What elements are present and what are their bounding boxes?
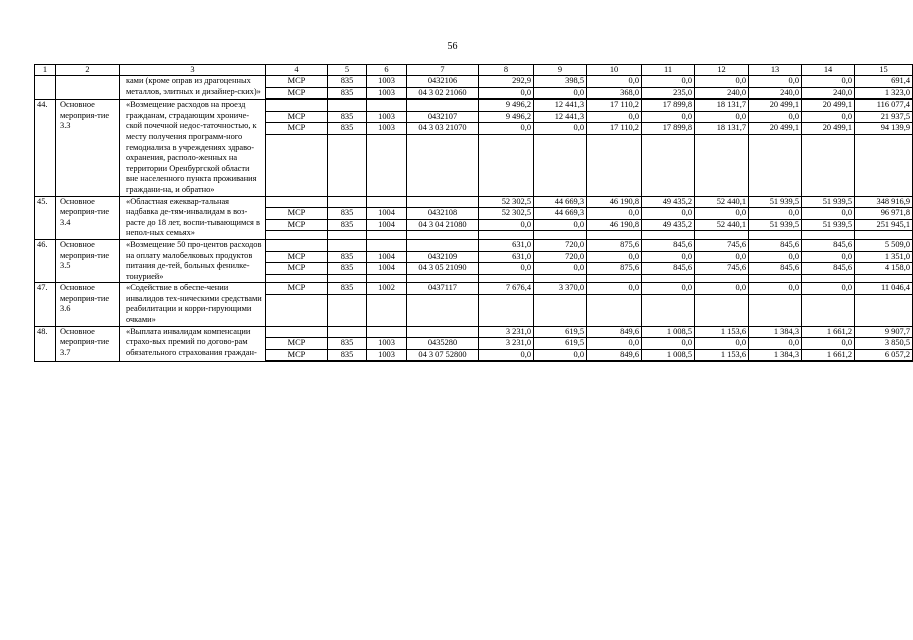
table-row [35, 283, 913, 295]
measure-description: «Возмещение расходов на проезд гражданам, страдающим хрониче-ской почечной недос-таточностью, к месту получения программ-ного гемодиализа в учреждениях здраво-охранения, располо-женных на территории Оренбургской области вне населенного пункта проживания граждани-на, и обратно» [120, 100, 266, 196]
empty-cell [328, 134, 367, 196]
table-cell: 619,5 [534, 338, 587, 350]
measure-name-cell: Основное мероприя-тие 3.6 [56, 283, 120, 326]
table-cell: 0,0 [695, 251, 749, 263]
empty-cell [695, 231, 749, 240]
table-cell: МСР [266, 87, 328, 99]
table-cell: 49 435,2 [642, 219, 695, 231]
table-cell: 0432106 [407, 76, 479, 88]
row-number-cell: 48. [35, 326, 56, 362]
table-cell: 0,0 [749, 111, 802, 123]
empty-cell [802, 134, 855, 196]
table-cell: 1 008,5 [642, 349, 695, 361]
total-cell: 875,6 [587, 239, 642, 251]
table-cell: 0432108 [407, 208, 479, 220]
empty-cell [266, 231, 328, 240]
row-number-cell: 46. [35, 239, 56, 282]
total-cell: 20 499,1 [802, 100, 855, 112]
table-cell: 1 661,2 [802, 349, 855, 361]
table-cell: 0,0 [749, 76, 802, 88]
empty-cell [587, 231, 642, 240]
table-cell: 0,0 [802, 111, 855, 123]
total-cell: 745,6 [695, 239, 749, 251]
table-cell: 0,0 [534, 349, 587, 361]
table-cell: 04 3 02 21060 [407, 87, 479, 99]
empty-cell [855, 361, 913, 362]
empty-cell [695, 134, 749, 196]
table-cell: 0,0 [695, 338, 749, 350]
empty-cell [266, 274, 328, 283]
table-cell: 0,0 [642, 76, 695, 88]
table-cell: 0437117 [407, 283, 479, 295]
table-cell: 0,0 [587, 208, 642, 220]
table-cell: 1003 [367, 87, 407, 99]
empty-cell [407, 239, 479, 251]
table-cell: МСР [266, 219, 328, 231]
table-cell: 1004 [367, 219, 407, 231]
table-cell: 235,0 [642, 87, 695, 99]
header-cell: 6 [367, 65, 407, 76]
table-cell: 240,0 [695, 87, 749, 99]
total-cell: 12 441,3 [534, 100, 587, 112]
header-cell: 3 [120, 65, 266, 76]
table-cell: 0,0 [642, 208, 695, 220]
header-cell: 10 [587, 65, 642, 76]
empty-cell [367, 239, 407, 251]
empty-cell [587, 294, 642, 326]
table-cell: 0,0 [695, 76, 749, 88]
total-cell: 51 939,5 [802, 196, 855, 208]
table-cell: 96 971,8 [855, 208, 913, 220]
table-cell: 845,6 [642, 263, 695, 275]
empty-cell [328, 100, 367, 112]
total-cell: 348 916,9 [855, 196, 913, 208]
empty-cell [407, 326, 479, 338]
empty-cell [328, 231, 367, 240]
table-cell: 1003 [367, 123, 407, 135]
header-cell: 7 [407, 65, 479, 76]
empty-cell [367, 294, 407, 326]
table-cell: 04 3 04 21080 [407, 219, 479, 231]
table-cell: МСР [266, 123, 328, 135]
header-cell: 13 [749, 65, 802, 76]
empty-cell [695, 294, 749, 326]
empty-cell [479, 294, 534, 326]
table-cell: 12 441,3 [534, 111, 587, 123]
table-cell: 1 323,0 [855, 87, 913, 99]
empty-cell [328, 361, 367, 362]
total-cell: 631,0 [479, 239, 534, 251]
table-cell: 0,0 [534, 123, 587, 135]
total-cell: 52 440,1 [695, 196, 749, 208]
row-number-cell: 45. [35, 196, 56, 239]
table-cell: 0,0 [749, 338, 802, 350]
total-row [35, 239, 913, 251]
table-cell: 20 499,1 [749, 123, 802, 135]
empty-cell [407, 100, 479, 112]
total-cell: 619,5 [534, 326, 587, 338]
total-cell: 1 384,3 [749, 326, 802, 338]
empty-cell [266, 100, 328, 112]
empty-cell [367, 231, 407, 240]
table-cell: 0432107 [407, 111, 479, 123]
table-cell: 368,0 [587, 87, 642, 99]
total-cell: 44 669,3 [534, 196, 587, 208]
empty-cell [534, 361, 587, 362]
table-cell: 0,0 [695, 283, 749, 295]
table-cell: 0,0 [642, 111, 695, 123]
empty-cell [367, 100, 407, 112]
table-cell: 0,0 [802, 338, 855, 350]
table-cell: 3 850,5 [855, 338, 913, 350]
row-number-cell: 44. [35, 100, 56, 196]
empty-cell [407, 274, 479, 283]
total-cell: 18 131,7 [695, 100, 749, 112]
table-cell: 44 669,3 [534, 208, 587, 220]
table-cell: 0,0 [802, 208, 855, 220]
empty-cell [328, 196, 367, 208]
empty-cell [587, 134, 642, 196]
table-cell: 745,6 [695, 263, 749, 275]
empty-cell [749, 294, 802, 326]
header-cell: 12 [695, 65, 749, 76]
table-cell: 0,0 [587, 76, 642, 88]
total-cell: 845,6 [642, 239, 695, 251]
table-cell: 0,0 [642, 283, 695, 295]
header-row [35, 65, 913, 76]
measure-description: ками (кроме оправ из драгоценных металлов, элитных и дизайнер-ских)» [120, 76, 266, 100]
empty-cell [534, 134, 587, 196]
empty-cell [695, 361, 749, 362]
table-cell: 0,0 [479, 123, 534, 135]
table-cell: 0432109 [407, 251, 479, 263]
empty-cell [587, 274, 642, 283]
empty-cell [749, 231, 802, 240]
table-cell: 46 190,8 [587, 219, 642, 231]
table-cell: 0,0 [587, 283, 642, 295]
empty-cell [695, 274, 749, 283]
empty-cell [367, 361, 407, 362]
table-cell: 0,0 [642, 338, 695, 350]
header-cell: 4 [266, 65, 328, 76]
table-cell: 0,0 [802, 251, 855, 263]
total-cell: 46 190,8 [587, 196, 642, 208]
table-cell: МСР [266, 208, 328, 220]
measure-name-cell: Основное мероприя-тие 3.4 [56, 196, 120, 239]
table-cell: 0,0 [534, 263, 587, 275]
empty-cell [328, 239, 367, 251]
empty-cell [534, 274, 587, 283]
table-cell: 398,5 [534, 76, 587, 88]
total-cell: 49 435,2 [642, 196, 695, 208]
total-row [35, 100, 913, 112]
table-cell: 0,0 [479, 263, 534, 275]
table-cell: 835 [328, 76, 367, 88]
table-cell: 04 3 03 21070 [407, 123, 479, 135]
header-cell: 11 [642, 65, 695, 76]
measure-name-cell: Основное мероприя-тие 3.7 [56, 326, 120, 362]
table-cell: 11 046,4 [855, 283, 913, 295]
table-cell: 835 [328, 263, 367, 275]
table-cell: 631,0 [479, 251, 534, 263]
empty-cell [855, 294, 913, 326]
measure-description: «Областная ежеквар-тальная надбавка де-тям-инвалидам в воз-расте до 18 лет, воспи-тывающимся в непол-ных семьях» [120, 196, 266, 239]
table-cell: 0,0 [802, 283, 855, 295]
table-cell: 875,6 [587, 263, 642, 275]
table-cell: 04 3 05 21090 [407, 263, 479, 275]
table-cell: 845,6 [802, 263, 855, 275]
table-cell: 51 939,5 [749, 219, 802, 231]
total-cell: 17 899,8 [642, 100, 695, 112]
header-cell: 15 [855, 65, 913, 76]
total-cell: 9 907,7 [855, 326, 913, 338]
empty-cell [266, 326, 328, 338]
table-cell: 0,0 [749, 283, 802, 295]
page-number: 56 [447, 41, 458, 52]
empty-cell [266, 239, 328, 251]
header-cell: 5 [328, 65, 367, 76]
table-body [35, 76, 913, 362]
empty-cell [802, 231, 855, 240]
table-cell: 0,0 [534, 87, 587, 99]
table-cell: 691,4 [855, 76, 913, 88]
empty-cell [367, 196, 407, 208]
table-cell: 9 496,2 [479, 111, 534, 123]
total-cell: 9 496,2 [479, 100, 534, 112]
table-cell: 52 440,1 [695, 219, 749, 231]
table-cell: 0,0 [587, 251, 642, 263]
total-cell: 1 008,5 [642, 326, 695, 338]
table-cell: МСР [266, 349, 328, 361]
empty-cell [367, 326, 407, 338]
header-cell: 14 [802, 65, 855, 76]
total-cell: 1 153,6 [695, 326, 749, 338]
table-cell: 1 384,3 [749, 349, 802, 361]
header-cell: 8 [479, 65, 534, 76]
table-cell: 0,0 [695, 111, 749, 123]
empty-cell [407, 361, 479, 362]
table-cell: 292,9 [479, 76, 534, 88]
empty-cell [367, 134, 407, 196]
table-cell: 835 [328, 87, 367, 99]
table-cell: 3 231,0 [479, 338, 534, 350]
table-cell: 20 499,1 [802, 123, 855, 135]
table-cell: 0,0 [479, 219, 534, 231]
empty-cell [534, 294, 587, 326]
empty-cell [855, 134, 913, 196]
table-cell: 835 [328, 283, 367, 295]
table-cell: 1002 [367, 283, 407, 295]
table-cell: МСР [266, 263, 328, 275]
table-cell: МСР [266, 111, 328, 123]
header-cell: 9 [534, 65, 587, 76]
table-cell: 835 [328, 349, 367, 361]
table-cell: 17 110,2 [587, 123, 642, 135]
empty-cell [479, 134, 534, 196]
total-cell: 845,6 [802, 239, 855, 251]
total-row [35, 326, 913, 338]
empty-cell [749, 134, 802, 196]
table-cell: 835 [328, 251, 367, 263]
row-number-cell [35, 76, 56, 100]
table-cell: 720,0 [534, 251, 587, 263]
measure-description: «Выплата инвалидам компенсации страхо-вых премий по догово-рам обязательного страхования граждан- [120, 326, 266, 362]
empty-cell [328, 326, 367, 338]
table-cell: МСР [266, 283, 328, 295]
table-cell: 849,6 [587, 349, 642, 361]
empty-cell [266, 134, 328, 196]
table-cell: 240,0 [749, 87, 802, 99]
table-cell: 0,0 [479, 87, 534, 99]
table-cell: 1004 [367, 263, 407, 275]
total-cell: 116 077,4 [855, 100, 913, 112]
total-row [35, 196, 913, 208]
table-cell: 835 [328, 338, 367, 350]
table-cell: 1 153,6 [695, 349, 749, 361]
row-number-cell: 47. [35, 283, 56, 326]
total-cell: 720,0 [534, 239, 587, 251]
table-cell: 0,0 [642, 251, 695, 263]
table-cell: 7 676,4 [479, 283, 534, 295]
table-cell: 1003 [367, 349, 407, 361]
table-cell: 94 139,9 [855, 123, 913, 135]
total-cell: 1 661,2 [802, 326, 855, 338]
table-cell: 845,6 [749, 263, 802, 275]
table-cell: 0,0 [587, 111, 642, 123]
table-cell: 4 158,0 [855, 263, 913, 275]
empty-cell [749, 274, 802, 283]
empty-cell [266, 361, 328, 362]
empty-cell [266, 294, 328, 326]
total-cell: 17 110,2 [587, 100, 642, 112]
empty-cell [855, 231, 913, 240]
table-cell: 0,0 [695, 208, 749, 220]
empty-cell [266, 196, 328, 208]
measure-name-cell: Основное мероприя-тие 3.5 [56, 239, 120, 282]
measure-name-cell: Основное мероприя-тие 3.3 [56, 100, 120, 196]
total-cell: 51 939,5 [749, 196, 802, 208]
empty-cell [642, 231, 695, 240]
empty-cell [479, 361, 534, 362]
table-cell: 0,0 [534, 219, 587, 231]
empty-cell [367, 274, 407, 283]
total-cell: 20 499,1 [749, 100, 802, 112]
table-cell: МСР [266, 251, 328, 263]
table-cell: 1003 [367, 76, 407, 88]
table-cell: 251 945,1 [855, 219, 913, 231]
empty-cell [407, 231, 479, 240]
measure-description: «Возмещение 50 про-центов расходов на оплату малобелковых продуктов питания де-тей, больных фенилке-тонурией» [120, 239, 266, 282]
table-cell: 0,0 [802, 76, 855, 88]
empty-cell [407, 196, 479, 208]
total-cell: 5 509,0 [855, 239, 913, 251]
table-cell: МСР [266, 338, 328, 350]
table-cell: 1004 [367, 208, 407, 220]
empty-cell [534, 231, 587, 240]
table-cell: 51 939,5 [802, 219, 855, 231]
empty-cell [479, 274, 534, 283]
empty-cell [479, 231, 534, 240]
table-cell: 0,0 [749, 251, 802, 263]
measure-name-cell [56, 76, 120, 100]
empty-cell [407, 134, 479, 196]
empty-cell [802, 294, 855, 326]
table-cell: 835 [328, 123, 367, 135]
table-cell: 3 370,0 [534, 283, 587, 295]
table-cell: 0,0 [587, 338, 642, 350]
table-cell: 04 3 07 52800 [407, 349, 479, 361]
empty-cell [642, 274, 695, 283]
total-cell: 849,6 [587, 326, 642, 338]
table-cell: 0,0 [479, 349, 534, 361]
budget-table [34, 64, 913, 362]
table-cell: 6 057,2 [855, 349, 913, 361]
empty-cell [802, 361, 855, 362]
table-cell: 18 131,7 [695, 123, 749, 135]
total-cell: 845,6 [749, 239, 802, 251]
table-cell: 21 937,5 [855, 111, 913, 123]
header-cell: 2 [56, 65, 120, 76]
table-cell: 0435280 [407, 338, 479, 350]
empty-cell [802, 274, 855, 283]
empty-cell [855, 274, 913, 283]
table-cell: 52 302,5 [479, 208, 534, 220]
table-cell: МСР [266, 76, 328, 88]
table-cell: 240,0 [802, 87, 855, 99]
empty-cell [749, 361, 802, 362]
total-cell: 3 231,0 [479, 326, 534, 338]
empty-cell [587, 361, 642, 362]
empty-cell [328, 294, 367, 326]
table-cell: 1003 [367, 111, 407, 123]
table-cell: 835 [328, 219, 367, 231]
empty-cell [642, 294, 695, 326]
table-cell: 835 [328, 208, 367, 220]
table-row [35, 76, 913, 88]
measure-description: «Содействие в обеспе-чении инвалидов тех-ническими средствами реабилитации и корри-гирующими очками» [120, 283, 266, 326]
table-cell: 17 899,8 [642, 123, 695, 135]
empty-cell [407, 294, 479, 326]
table-cell: 1003 [367, 338, 407, 350]
table-cell: 1004 [367, 251, 407, 263]
header-cell: 1 [35, 65, 56, 76]
table-cell: 835 [328, 111, 367, 123]
empty-cell [328, 274, 367, 283]
total-cell: 52 302,5 [479, 196, 534, 208]
empty-cell [642, 361, 695, 362]
table-cell: 0,0 [749, 208, 802, 220]
empty-cell [642, 134, 695, 196]
table-cell: 1 351,0 [855, 251, 913, 263]
